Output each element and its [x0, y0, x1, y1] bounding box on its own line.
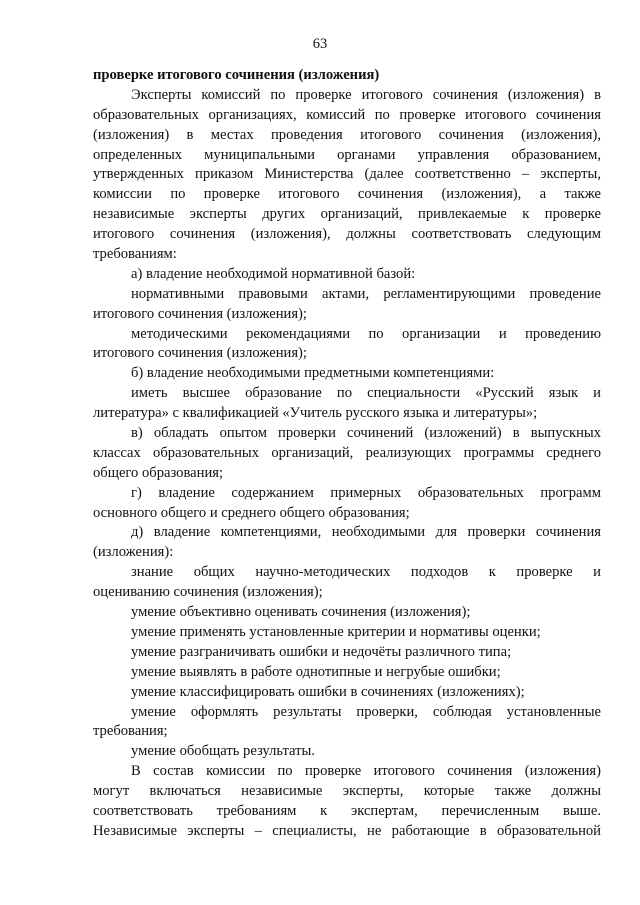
document-body [93, 66, 601, 842]
text-line: определенных муниципальными органами управления образованием, [93, 146, 601, 163]
text-line: основного общего и среднего общего образования; [93, 504, 410, 521]
text-line: общего образования; [93, 464, 224, 481]
text-line: умение классифицировать ошибки в сочинениях (изложениях); [131, 683, 525, 700]
text-line: д) владение компетенциями, необходимыми для проверки сочинения [131, 524, 601, 541]
text-line: умение применять установленные критерии и нормативы оценки; [131, 623, 541, 640]
text-line: (изложения) в местах проведения итогового сочинения (изложения), [93, 126, 601, 143]
text-line: оцениванию сочинения (изложения); [93, 584, 323, 601]
text-line: в) обладать опытом проверки сочинений (изложений) в выпускных [131, 425, 601, 442]
text-line: методическими рекомендациями по организации и проведению [131, 325, 601, 342]
text-line: (изложения): [93, 544, 174, 561]
text-line: итогового сочинения (изложения); [93, 345, 307, 362]
text-line: итогового сочинения (изложения), должны соответствовать следующим [93, 226, 601, 243]
text-line: образовательных организациях, комиссий по проверке итогового сочинения [93, 106, 601, 123]
text-line: Эксперты комиссий по проверке итогового сочинения (изложения) в [131, 86, 601, 103]
text-line: а) владение необходимой нормативной базой: [131, 265, 416, 282]
text-line: Независимые эксперты – специалисты, не работающие в образовательной [93, 822, 601, 839]
text-line: умение обобщать результаты. [131, 743, 315, 760]
section-heading-line: проверке итогового сочинения (изложения) [93, 67, 380, 83]
text-line: могут включаться независимые эксперты, которые также должны [93, 783, 601, 800]
text-line: б) владение необходимыми предметными компетенциями: [131, 365, 495, 382]
text-line: соответствовать требованиям к экспертам, перечисленным выше. [93, 802, 601, 819]
text-line: знание общих научно-методических подходов к проверке и [131, 564, 601, 581]
text-line: В состав комиссии по проверке итогового сочинения (изложения) [131, 763, 601, 780]
text-line: г) владение содержанием примерных образовательных программ [131, 484, 601, 501]
text-line: умение выявлять в работе однотипные и негрубые ошибки; [131, 663, 501, 680]
text-line: нормативными правовыми актами, регламентирующими проведение [131, 285, 601, 302]
text-line: независимые эксперты других организаций, привлекаемые к проверке [93, 206, 601, 223]
text-line: умение оформлять результаты проверки, соблюдая установленные [131, 703, 601, 720]
text-line: умение объективно оценивать сочинения (изложения); [131, 604, 471, 621]
text-line: комиссии по проверке итогового сочинения (изложения), а также [93, 186, 601, 203]
text-line: умение разграничивать ошибки и недочёты различного типа; [131, 643, 512, 660]
text-line: утвержденных приказом Министерства (далее соответственно – эксперты, [93, 166, 601, 183]
text-line: требованиям: [93, 246, 177, 263]
text-line: требования; [93, 723, 168, 740]
text-line: литература» с квалификацией «Учитель русского языка и литературы»; [93, 405, 538, 422]
text-line: иметь высшее образование по специальности «Русский язык и [131, 385, 601, 402]
text-line: итогового сочинения (изложения); [93, 305, 307, 322]
page-number: 63 [312, 36, 328, 52]
text-line: классах образовательных организаций, реализующих программы среднего [93, 444, 601, 461]
